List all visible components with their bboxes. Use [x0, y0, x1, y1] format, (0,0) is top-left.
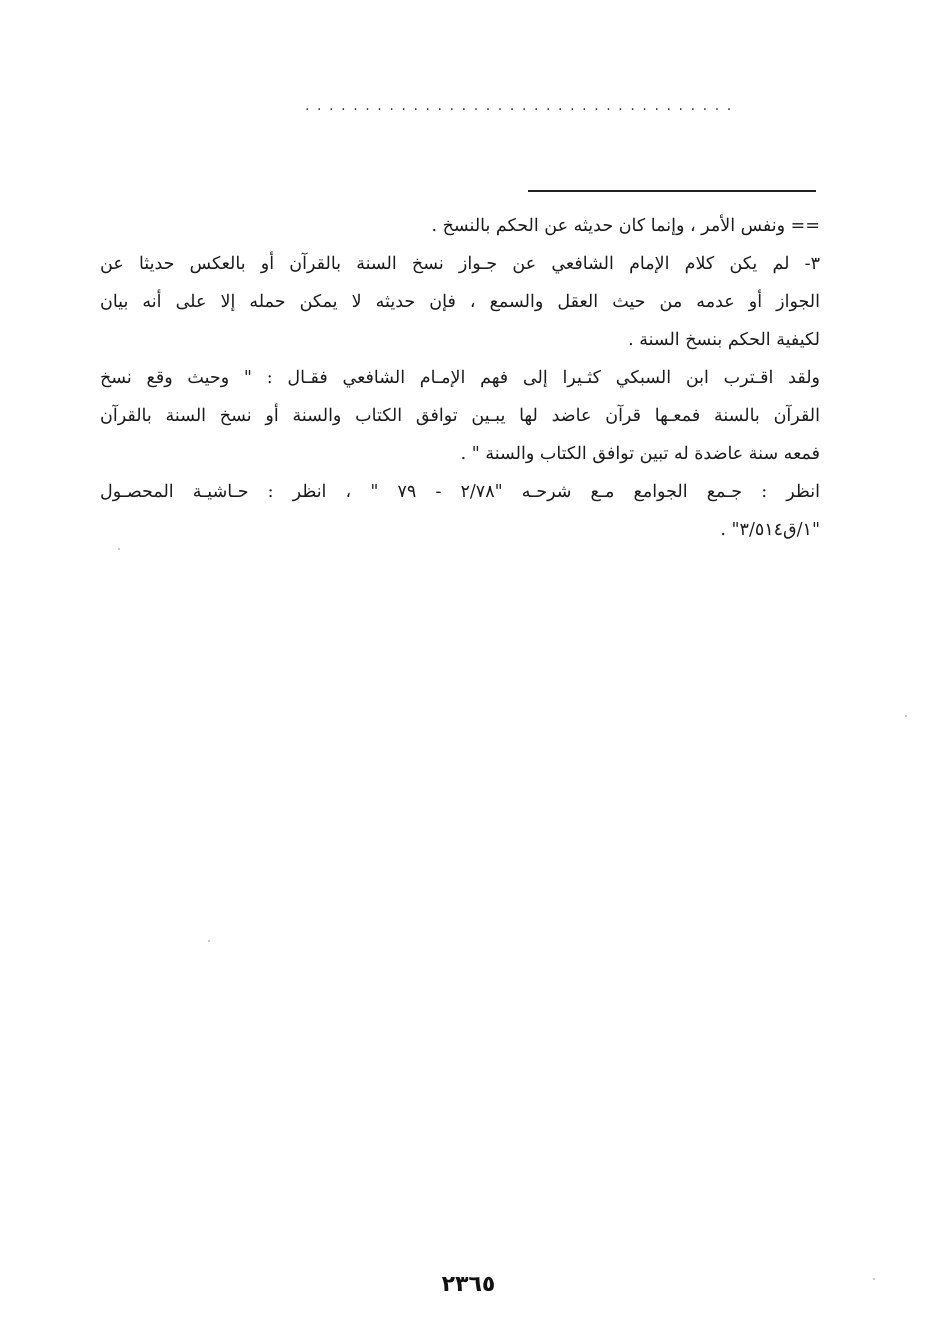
footnote-line: لكيفية الحكم بنسخ السنة . — [628, 330, 820, 350]
footnote-line: "١/ق٣/٥١٤" . — [720, 520, 820, 540]
scan-speck — [118, 548, 120, 550]
footnote-line: == ونفس الأمر ، وإنما كان حديثه عن الحكم بالنسخ . — [431, 216, 820, 236]
footnote-line: الجواز أو عدمه من حيث العقل والسمع ، فإن حديثه لا يمكن حمله إلا على أنه بيان — [100, 292, 820, 312]
footnotes-block — [100, 207, 820, 549]
scan-speck — [905, 715, 907, 717]
page-number: ٢٣٦٥ — [441, 1272, 496, 1297]
scan-speck — [208, 940, 210, 942]
footnote-rule — [528, 190, 816, 192]
footnote-line: انظر : جـمع الجوامع مـع شرحـه "٢/٧٨ - ٧٩ " ، انظر : حـاشيـة المحصـول — [100, 482, 820, 502]
footnote-line: ٣- لم يكن كلام الإمام الشافعي عن جـواز نسخ السنة بالقرآن أو بالعكس حديثا عن — [100, 254, 820, 274]
footnote-line: القرآن بالسنة فمعـها قرآن عاضد لها يبـين توافق الكتاب والسنة أو نسخ السنة بالقرآن — [100, 406, 820, 426]
scan-speck — [873, 1278, 875, 1280]
footnote-line: ولقد اقـترب ابن السبكي كثـيرا إلى فهم الإمـام الشافعي فقـال : " وحيث وقع نسخ — [100, 368, 820, 388]
footnote-line: فمعه سنة عاضدة له تبين توافق الكتاب والسنة " . — [460, 444, 820, 464]
dotted-separator: .................................... — [305, 98, 739, 114]
